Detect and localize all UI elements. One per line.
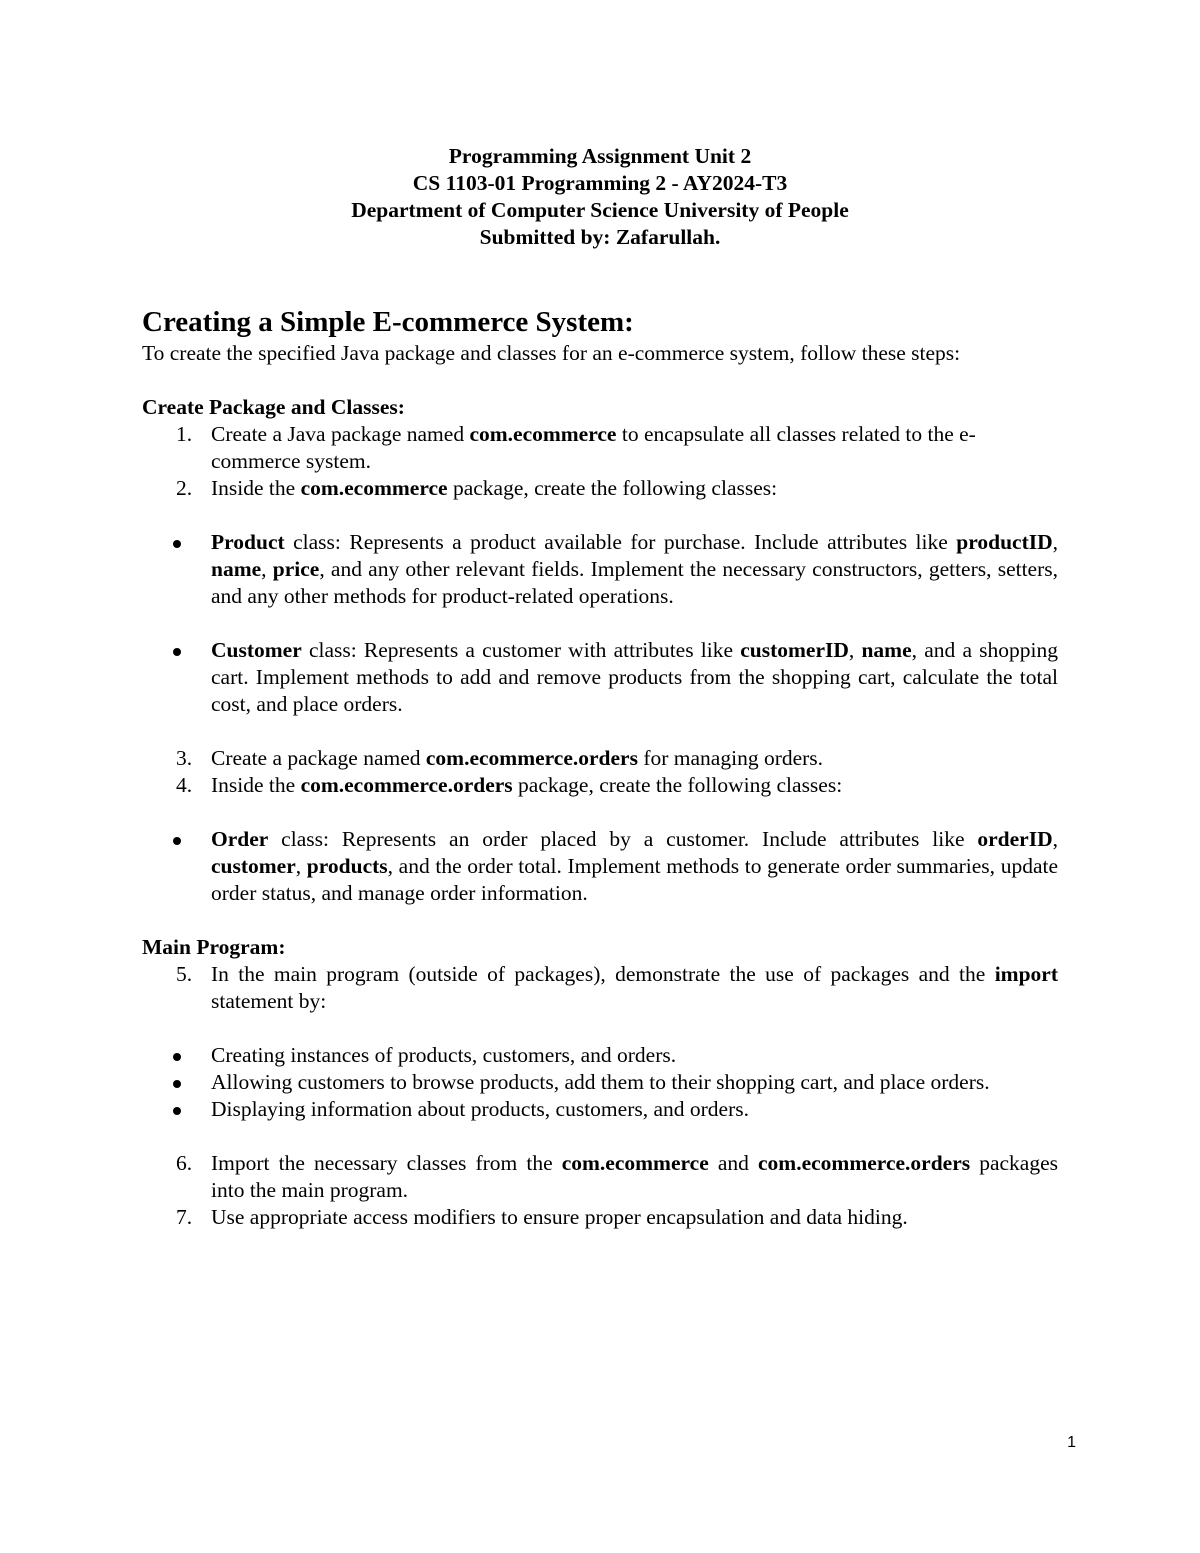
bullet-product-class	[142, 529, 1058, 610]
bold-text: com.ecommerce.orders	[758, 1151, 971, 1175]
list-item-4	[142, 772, 1058, 799]
list-number: 3.	[176, 746, 193, 770]
bold-text: import	[994, 962, 1058, 986]
bold-text: name	[861, 638, 912, 662]
list-number: 7.	[176, 1205, 193, 1229]
text: , and any other relevant fields. Implement the necessary constructors, getters, setters, and any other methods for product-related operations.	[211, 557, 1059, 608]
text: for managing orders.	[637, 746, 824, 770]
section-create-package-title: Create Package and Classes:	[142, 395, 405, 419]
bullet-customer-class	[142, 637, 1058, 718]
list-number: 6.	[176, 1151, 193, 1175]
bold-text: Customer	[211, 638, 302, 662]
text: ,	[848, 638, 862, 662]
bold-text: com.ecommerce	[300, 476, 448, 500]
bullet-icon	[173, 1080, 181, 1088]
text: Use appropriate access modifiers to ensure proper encapsulation and data hiding.	[211, 1205, 908, 1229]
bold-text: com.ecommerce	[561, 1151, 709, 1175]
bold-text: orderID	[977, 827, 1053, 851]
assignment-title: Programming Assignment Unit 2	[448, 144, 752, 168]
text: packages into the main program.	[211, 1151, 1059, 1202]
bold-text: com.ecommerce.orders	[425, 746, 638, 770]
bullet-item	[142, 1096, 1058, 1123]
list-number: 2.	[176, 476, 193, 500]
bold-text: productID	[956, 530, 1053, 554]
list-item-2	[142, 475, 1058, 502]
bullet-icon	[173, 837, 181, 845]
text: ,	[261, 557, 273, 581]
text: Displaying information about products, customers, and orders.	[211, 1097, 749, 1121]
department-line: Department of Computer Science University of People	[351, 198, 849, 222]
bullet-icon	[173, 1107, 181, 1115]
page-number: 1	[1067, 1434, 1076, 1451]
list-number: 4.	[176, 773, 193, 797]
text: , and a shopping cart. Implement methods to add and remove products from the shopping cart, calculate the total cost, and place orders.	[211, 638, 1059, 716]
document-heading: Creating a Simple E-commerce System:	[142, 306, 634, 338]
bullet-icon	[173, 1053, 181, 1061]
text: package, create the following classes:	[447, 476, 778, 500]
bullet-icon	[173, 540, 181, 548]
text: Creating instances of products, customers, and orders.	[211, 1043, 677, 1067]
list-item-6	[142, 1150, 1058, 1204]
bold-text: customerID	[740, 638, 849, 662]
text: Allowing customers to browse products, add them to their shopping cart, and place orders.	[211, 1070, 990, 1094]
bullet-item	[142, 1069, 1058, 1096]
bold-text: com.ecommerce	[469, 422, 617, 446]
text: Inside the	[211, 773, 301, 797]
section-main-program-title: Main Program:	[142, 935, 286, 959]
text: statement by:	[211, 989, 327, 1013]
document-body	[142, 304, 1058, 1231]
bullet-order-class	[142, 826, 1058, 907]
header-block	[0, 143, 1200, 251]
list-item-7	[142, 1204, 1058, 1231]
submitted-by-line: Submitted by: Zafarullah.	[479, 225, 721, 249]
text: In the main program (outside of packages), demonstrate the use of packages and the	[211, 962, 995, 986]
list-item-1	[142, 421, 1058, 475]
list-item-3	[142, 745, 1058, 772]
text: and	[708, 1151, 759, 1175]
text: class: Represents an order placed by a customer. Include attributes like	[268, 827, 978, 851]
bold-text: customer	[211, 854, 296, 878]
text: ,	[295, 854, 307, 878]
text: class: Represents a product available for purchase. Include attributes like	[284, 530, 957, 554]
text: , and the order total. Implement methods to generate order summaries, update order status, and manage order information.	[211, 854, 1058, 905]
bold-text: name	[211, 557, 262, 581]
list-number: 5.	[176, 962, 193, 986]
text: Create a package named	[211, 746, 426, 770]
intro-paragraph: To create the specified Java package and classes for an e-commerce system, follow these steps:	[142, 341, 961, 365]
bold-text: Product	[211, 530, 285, 554]
text: to encapsulate all classes related to the e-commerce system.	[211, 422, 976, 473]
bold-text: com.ecommerce.orders	[300, 773, 513, 797]
text: ,	[1052, 827, 1058, 851]
bold-text: Order	[211, 827, 269, 851]
bullet-item	[142, 1042, 1058, 1069]
course-line: CS 1103-01 Programming 2 - AY2024-T3	[412, 171, 788, 195]
text: ,	[1052, 530, 1058, 554]
text: package, create the following classes:	[512, 773, 843, 797]
text: Inside the	[211, 476, 301, 500]
list-item-5	[142, 961, 1058, 1015]
bold-text: products	[306, 854, 388, 878]
text: Import the necessary classes from the	[211, 1151, 562, 1175]
bullet-icon	[173, 648, 181, 656]
bold-text: price	[272, 557, 320, 581]
list-number: 1.	[176, 422, 193, 446]
text: class: Represents a customer with attributes like	[301, 638, 741, 662]
text: Create a Java package named	[211, 422, 470, 446]
